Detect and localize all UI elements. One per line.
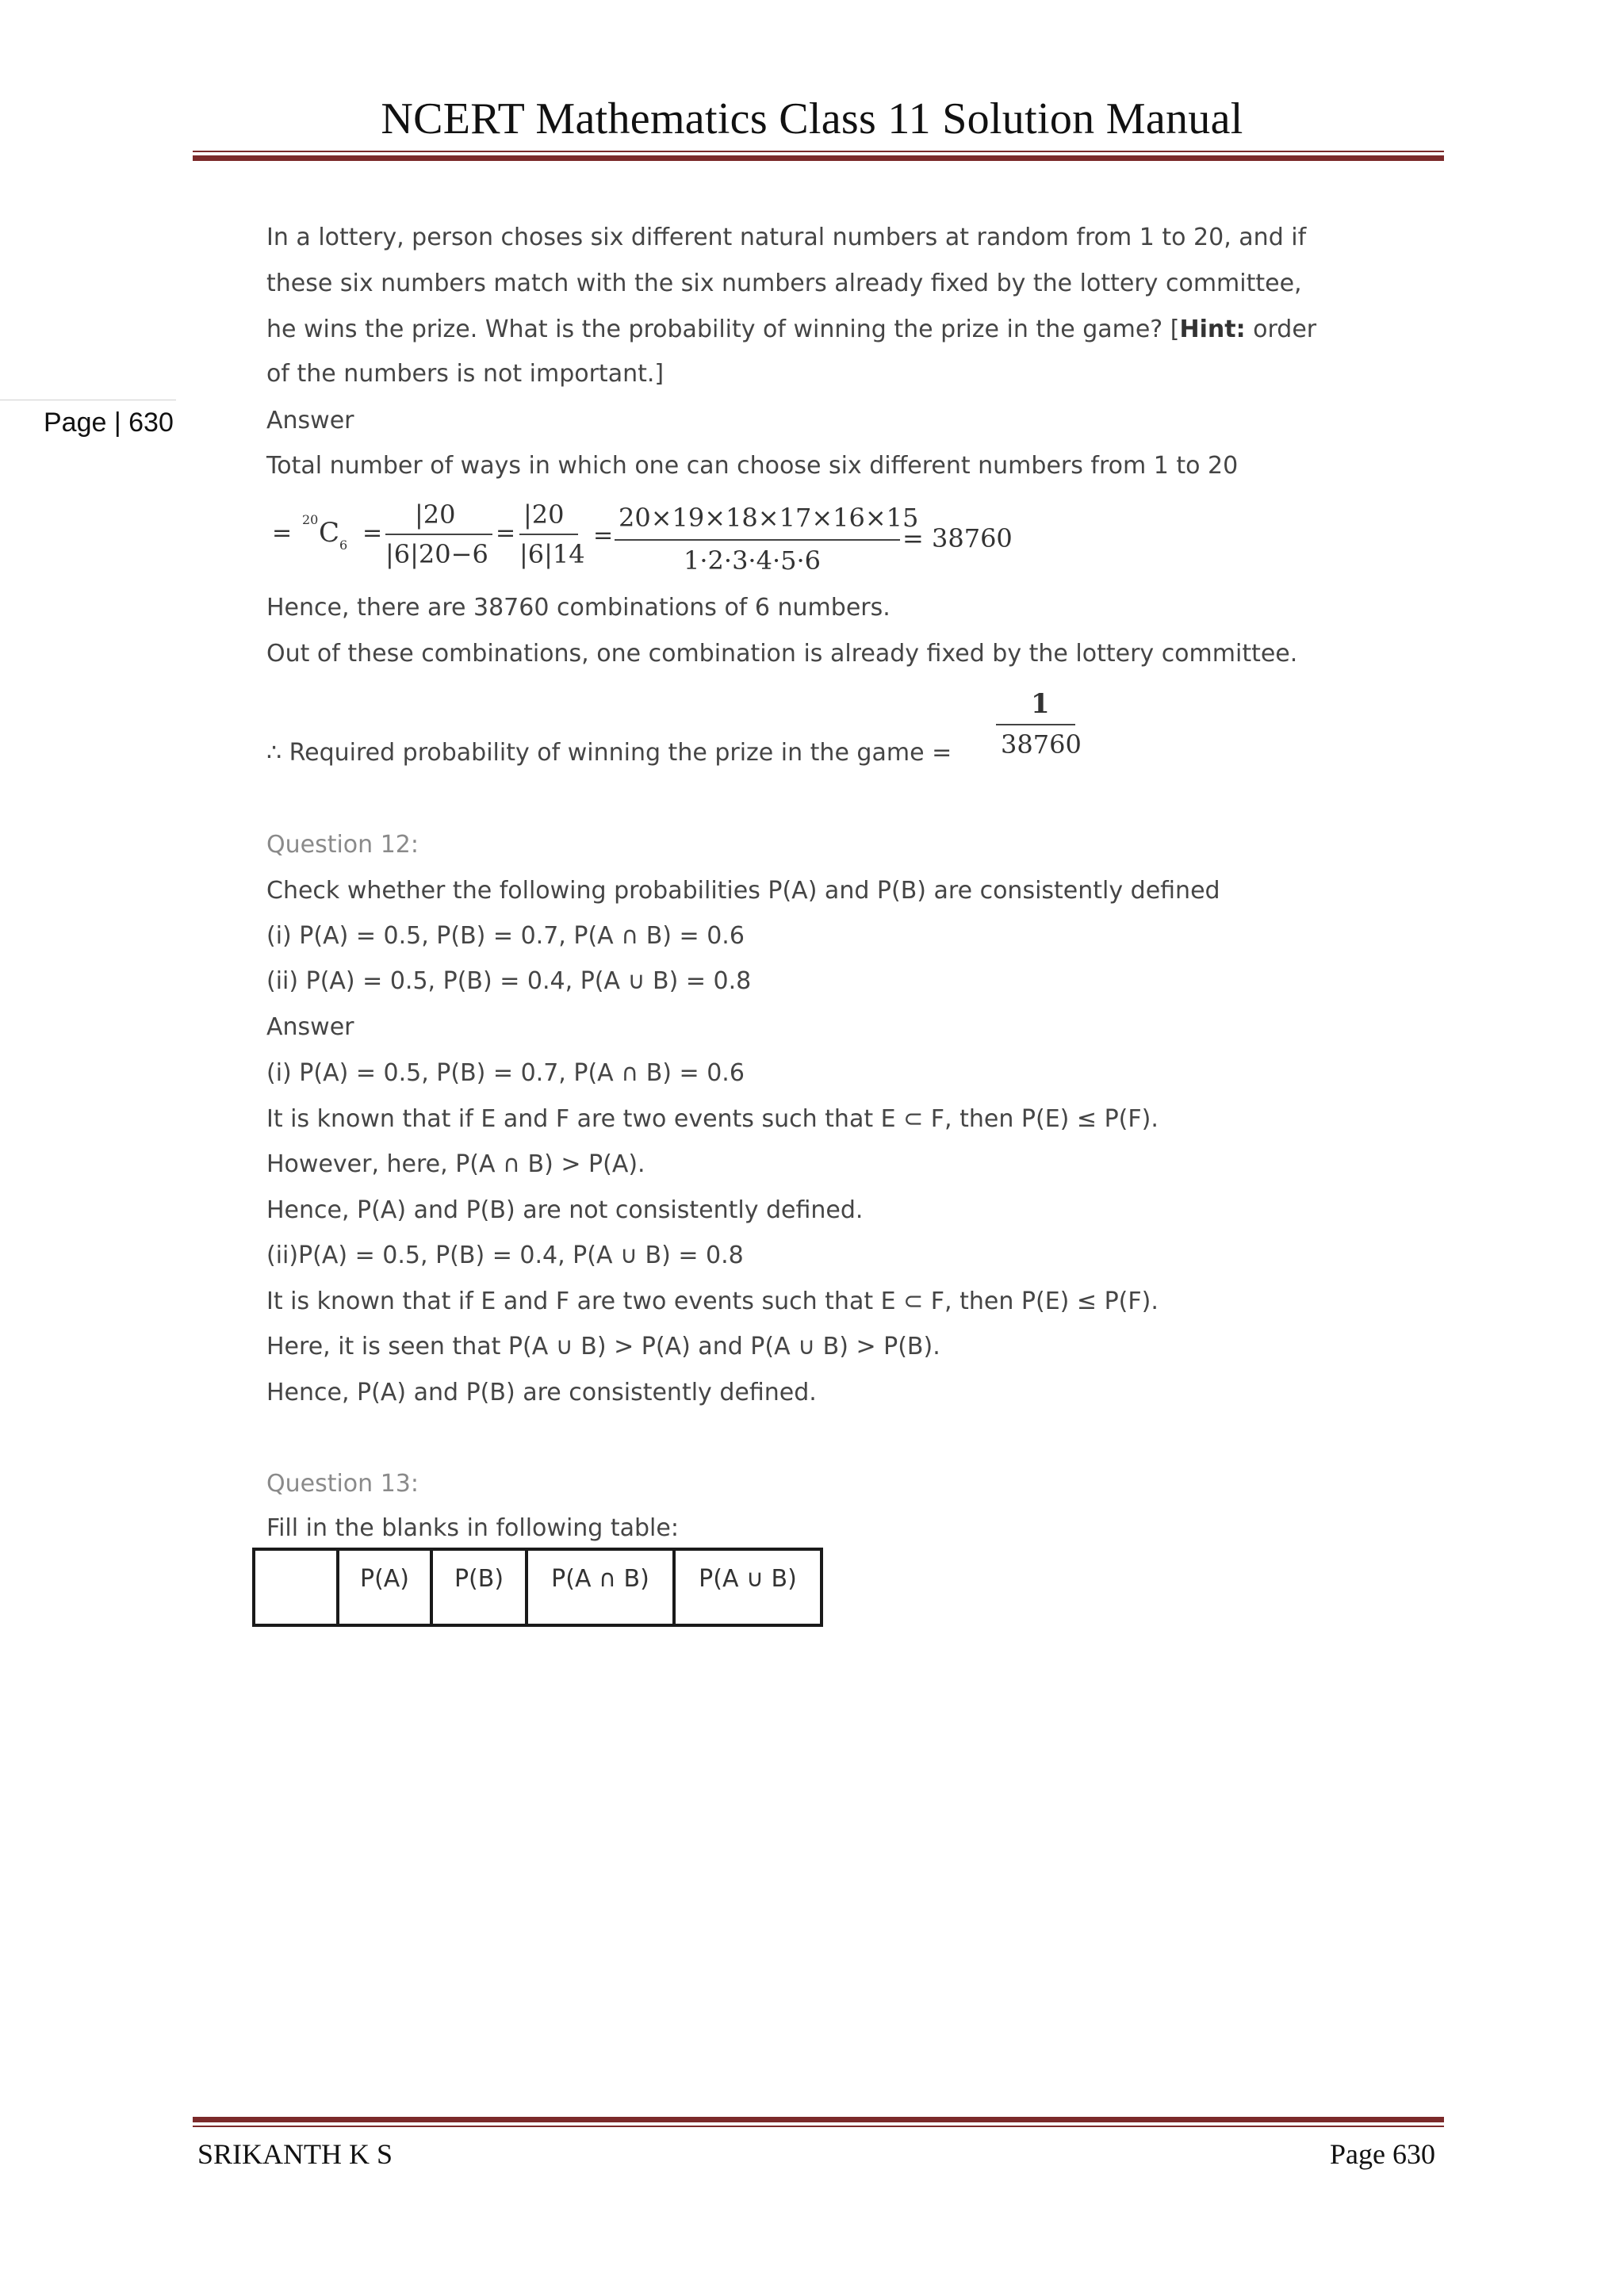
- q12-text-line: (i) P(A) = 0.5, P(B) = 0.7, P(A ∩ B) = 0.6: [266, 922, 745, 950]
- comb-superscript: 20: [302, 512, 319, 527]
- probability-statement: ∴ Required probability of winning the prize in the game =: [266, 739, 952, 767]
- table-header-cell: P(B): [431, 1549, 527, 1625]
- q12-text-line: Check whether the following probabilities P(A) and P(B) are consistently defined: [266, 877, 1220, 905]
- fraction-denominator: 1·2·3·4·5·6: [684, 545, 822, 576]
- fraction-bar: [996, 724, 1075, 725]
- q11-text-line-part: he wins the prize. What is the probability of winning the prize in the game? [: [266, 316, 1180, 343]
- question-heading: Question 12:: [266, 831, 419, 859]
- q12-text-line: Here, it is seen that P(A ∪ B) > P(A) and P(A ∪ B) > P(B).: [266, 1333, 940, 1360]
- footer-rule-thin: [193, 2126, 1444, 2127]
- q12-text-line: Hence, P(A) and P(B) are not consistently defined.: [266, 1196, 864, 1224]
- table-header-cell: P(A): [338, 1549, 431, 1625]
- table-header-cell: [254, 1549, 338, 1625]
- header-rule-thick: [193, 155, 1444, 161]
- q12-text-line: (ii) P(A) = 0.5, P(B) = 0.4, P(A ∪ B) = 0.8: [266, 967, 752, 995]
- table-row: [254, 1549, 822, 1625]
- fraction-bar: [615, 539, 900, 541]
- probability-denominator: 38760: [1001, 729, 1082, 760]
- fraction-bar: [385, 534, 492, 535]
- q11-text-line: of the numbers is not important.]: [266, 360, 665, 388]
- q12-text-line: Hence, P(A) and P(B) are consistently defined.: [266, 1379, 817, 1406]
- q11-text-line: these six numbers match with the six numbers already fixed by the lottery committee,: [266, 270, 1302, 297]
- margin-page-label: Page | 630: [44, 408, 174, 438]
- comb-symbol: C: [319, 517, 340, 549]
- q12-text-line: It is known that if E and F are two events such that E ⊂ F, then P(E) ≤ P(F).: [266, 1105, 1159, 1133]
- page-header-title: NCERT Mathematics Class 11 Solution Manual: [381, 94, 1243, 144]
- q13-text-line: Fill in the blanks in following table:: [266, 1514, 679, 1542]
- hint-label: Hint:: [1179, 316, 1246, 343]
- result-value: = 38760: [902, 523, 1013, 553]
- footer-rule-thick: [193, 2117, 1444, 2122]
- eq-sign: =: [362, 519, 383, 547]
- eq-sign: =: [496, 519, 516, 547]
- q11-text-line: In a lottery, person choses six different natural numbers at random from 1 to 20, and if: [266, 224, 1307, 251]
- fraction-numerator: 20×19×18×17×16×15: [619, 503, 919, 533]
- eq-sign: =: [272, 519, 293, 547]
- q12-text-line: It is known that if E and F are two events such that E ⊂ F, then P(E) ≤ P(F).: [266, 1288, 1159, 1315]
- hint-rest: order: [1245, 316, 1317, 343]
- fraction-bar: [519, 534, 578, 535]
- q12-text-line: However, here, P(A ∩ B) > P(A).: [266, 1150, 645, 1178]
- header-rule-thin: [193, 151, 1444, 152]
- q11-text-line: [266, 314, 1316, 346]
- answer-label: Answer: [266, 1013, 354, 1041]
- q11-text-line: Hence, there are 38760 combinations of 6 numbers.: [266, 594, 891, 622]
- q12-text-line: (ii)P(A) = 0.5, P(B) = 0.4, P(A ∪ B) = 0.8: [266, 1242, 744, 1269]
- footer-page-number: Page 630: [1330, 2138, 1435, 2170]
- probability-table: [252, 1548, 823, 1627]
- table-header-cell: P(A ∪ B): [674, 1549, 822, 1625]
- fraction-numerator: |20: [523, 499, 565, 530]
- question-heading: Question 13:: [266, 1470, 419, 1498]
- probability-numerator: 1: [1031, 688, 1050, 720]
- fraction-denominator: |6|20−6: [385, 539, 488, 569]
- q12-text-line: (i) P(A) = 0.5, P(B) = 0.7, P(A ∩ B) = 0.6: [266, 1059, 745, 1087]
- fraction-numerator: |20: [415, 499, 456, 530]
- q11-text-line: Total number of ways in which one can choose six different numbers from 1 to 20: [266, 452, 1239, 480]
- footer-author: SRIKANTH K S: [197, 2138, 393, 2170]
- fraction-denominator: |6|14: [519, 539, 585, 569]
- comb-subscript: 6: [339, 538, 348, 553]
- q11-text-line: Out of these combinations, one combination is already fixed by the lottery committee.: [266, 640, 1298, 668]
- eq-sign: =: [593, 522, 614, 549]
- table-header-cell: P(A ∩ B): [527, 1549, 674, 1625]
- answer-label: Answer: [266, 407, 354, 434]
